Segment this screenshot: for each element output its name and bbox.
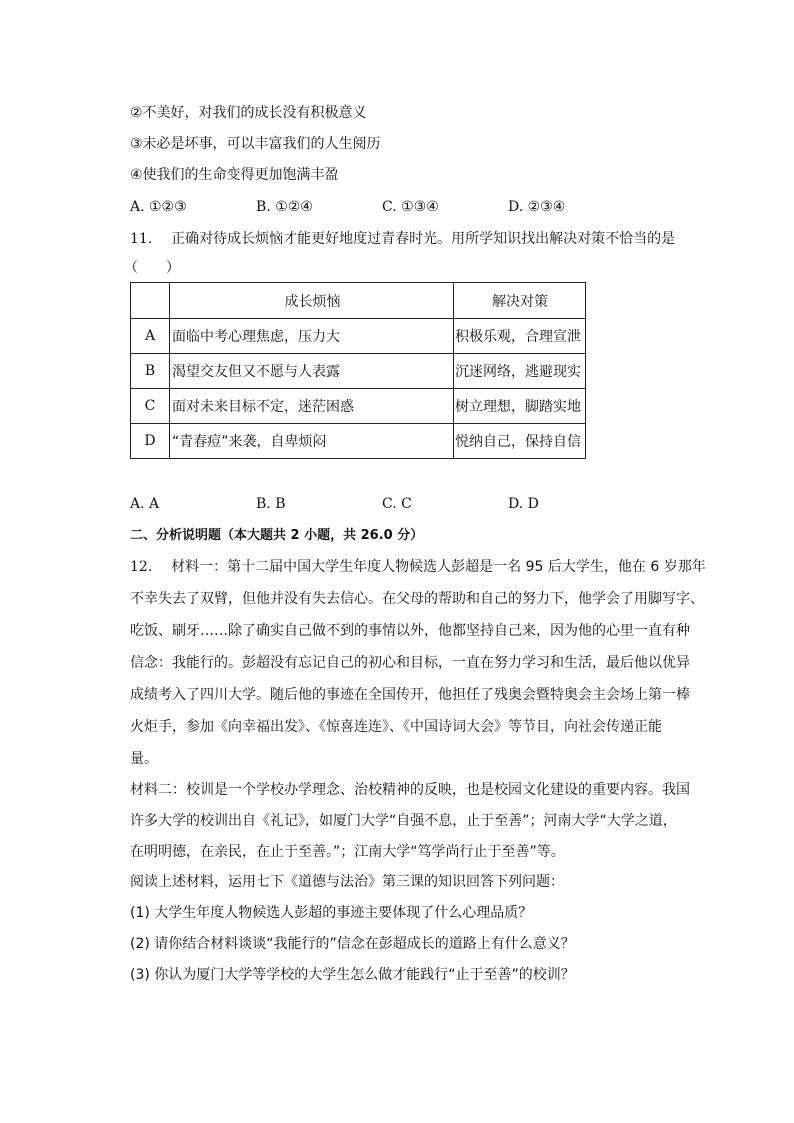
q11-choice-d: D. D (508, 496, 539, 512)
table-cell: A (131, 319, 170, 354)
section-heading: 二、分析说明题（本大题共 2 小题，共 26.0 分） (130, 528, 424, 543)
table-row (131, 354, 586, 389)
material-line: 许多大学的校训出自《礼记》，如厦门大学“自强不息，止于至善”；河南大学“大学之道， (130, 813, 677, 829)
table-header-cell: 解决对策 (454, 283, 586, 319)
question-number: 12. (130, 559, 153, 575)
question-number: 11. (130, 231, 153, 247)
q10-choice-c: C. ①③④ (382, 199, 439, 215)
question-text: 正确对待成长烦恼才能更好地度过青春时光。用所学知识找出解决对策不恰当的是 (171, 231, 676, 247)
table-row (131, 389, 586, 424)
material-text: 材料一：第十二届中国大学生年度人物候选人彭超是一名 95 后大学生，他在 6 岁那年 (171, 559, 706, 575)
q10-choice-a: A. ①②③ (130, 199, 187, 215)
table-cell: 沉迷网络，逃避现实 (454, 354, 586, 389)
table-cell: 面对未来目标不定，迷茫困惑 (170, 389, 454, 424)
table-header-cell (131, 283, 170, 319)
worries-table (130, 282, 586, 459)
material-line: 火炬手，参加《向幸福出发》、《惊喜连连》、《中国诗词大会》等节目，向社会传递正能 (130, 719, 662, 735)
material-line: 不幸失去了双臂，但他并没有失去信心。在父母的帮助和自己的努力下，他学会了用脚写字、 (130, 591, 704, 607)
sub-question-1: (1) 大学生年度人物候选人彭超的事迹主要体现了什么心理品质？ (130, 905, 533, 921)
table-cell: 树立理想，脚踏实地 (454, 389, 586, 424)
table-cell: C (131, 389, 170, 424)
q10-choice-d: D. ②③④ (508, 199, 566, 215)
table-header-cell: 成长烦恼 (170, 283, 454, 319)
option-line-2: ②不美好，对我们的成长没有积极意义 (130, 105, 367, 121)
option-line-3: ③未必是坏事，可以丰富我们的人生阅历 (130, 136, 381, 152)
material-line: 量。 (130, 751, 158, 767)
table-cell: 渴望交友但又不愿与人表露 (170, 354, 454, 389)
table-cell: 积极乐观，合理宣泄 (454, 319, 586, 354)
question-11-stem (130, 229, 675, 249)
table-cell: 悦纳自己，保持自信 (454, 424, 586, 459)
material-line: 在明明德，在亲民，在止于至善。”；江南大学“笃学尚行止于至善”等。 (130, 844, 565, 860)
material-line: 信念：我能行的。彭超没有忘记自己的初心和目标，一直在努力学习和生活，最后他以优异 (130, 655, 690, 671)
q10-choice-b: B. ①②④ (256, 199, 313, 215)
table-cell: “青春痘”来袭，自卑烦闷 (170, 424, 454, 459)
question-12-line (130, 557, 706, 577)
sub-question-3: (3) 你认为厦门大学等学校的大学生怎么做才能践行“止于至善”的校训？ (130, 967, 575, 983)
q11-choice-a: A. A (130, 496, 160, 512)
table-cell: D (131, 424, 170, 459)
table-cell: 面临中考心理焦虑，压力大 (170, 319, 454, 354)
instruction-line: 阅读上述材料，运用七下《道德与法治》第三课的知识回答下列问题： (130, 874, 564, 890)
table-header-row (131, 283, 586, 319)
sub-question-2: (2) 请你结合材料谈谈“我能行的”信念在彭超成长的道路上有什么意义？ (130, 936, 575, 952)
table-cell: B (131, 354, 170, 389)
q11-choice-c: C. C (382, 496, 412, 512)
table-row (131, 319, 586, 354)
answer-bracket: （ ） (124, 260, 180, 276)
material-line: 成绩考入了四川大学。随后他的事迹在全国传开，他担任了残奥会暨特奥会主会场上第一棒 (130, 687, 690, 703)
material-line: 吃饭、刷牙……除了确实自己做不到的事情以外，他都坚持自己来，因为他的心里一直有种 (130, 623, 690, 639)
table-row (131, 424, 586, 459)
material-line: 材料二：校训是一个学校办学理念、治校精神的反映，也是校园文化建设的重要内容。我国 (130, 782, 690, 798)
q11-choice-b: B. B (256, 496, 286, 512)
option-line-4: ④使我们的生命变得更加饱满丰盈 (130, 167, 339, 183)
